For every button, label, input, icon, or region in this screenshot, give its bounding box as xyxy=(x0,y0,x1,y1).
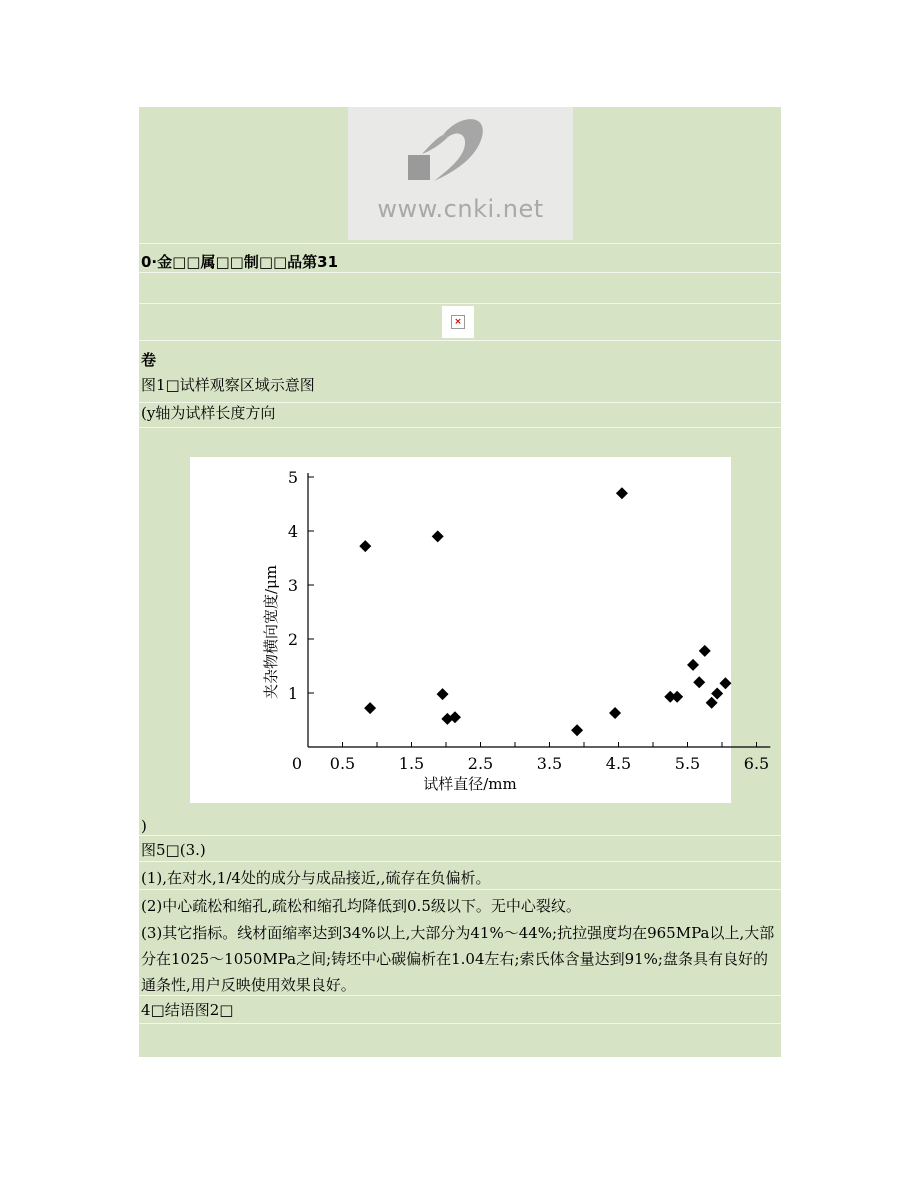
y-tick-label: 3 xyxy=(287,576,298,595)
item-3: (3)其它指标。线材面缩率达到34%以上,大部分为41%～44%;抗拉强度均在965MPa以上,大部分在1025～1050MPa之间;铸坯中心碳偏析在1.04左右;索氏体含量达到91%;盘条具有良好的通条性,用户反映使用效果良好。 xyxy=(141,924,775,994)
x-tick-label: 4.5 xyxy=(605,754,632,773)
x-tick-label: 5.5 xyxy=(674,754,701,773)
x-tick-label: 1.5 xyxy=(398,754,425,773)
data-point xyxy=(571,724,583,736)
scatter-plot xyxy=(190,457,770,803)
data-point xyxy=(616,487,628,499)
divider xyxy=(139,303,781,304)
data-point xyxy=(671,691,683,703)
divider xyxy=(139,243,781,244)
divider xyxy=(139,889,781,890)
x-tick-label: 3.5 xyxy=(536,754,563,773)
divider xyxy=(139,861,781,862)
item-1: (1),在对水,1/4处的成分与成品接近,,硫存在负偏析。 xyxy=(141,869,491,887)
divider xyxy=(139,1023,781,1024)
y-axis-label: 夹杂物横向宽度/μm xyxy=(262,564,280,700)
data-point xyxy=(719,677,731,689)
broken-image xyxy=(442,306,474,338)
x-tick-label: 2.5 xyxy=(467,754,494,773)
y-tick-label: 4 xyxy=(287,522,298,541)
broken-image-icon: × xyxy=(451,315,465,329)
data-point xyxy=(699,645,711,657)
close-paren: ) xyxy=(141,817,147,835)
data-point xyxy=(693,676,705,688)
x-tick-label: 0.5 xyxy=(329,754,356,773)
scatter-chart xyxy=(190,457,770,803)
data-point xyxy=(432,530,444,542)
conclusion-line: 4□结语图2□ xyxy=(141,1001,234,1019)
data-point xyxy=(364,702,376,714)
figure5-line: 图5□(3.) xyxy=(141,841,206,859)
divider xyxy=(139,427,781,428)
x-tick-label: 0 xyxy=(291,754,302,773)
data-point xyxy=(609,707,621,719)
axis-note: (y轴为试样长度方向 xyxy=(141,404,276,422)
item-2: (2)中心疏松和缩孔,疏松和缩孔均降低到0.5级以下。无中心裂纹。 xyxy=(141,897,581,915)
x-axis-label: 试样直径/mm xyxy=(423,775,517,793)
y-tick-label: 1 xyxy=(287,684,298,703)
juan-line: 卷 xyxy=(141,351,157,369)
document-panel xyxy=(139,107,781,1057)
y-tick-label: 2 xyxy=(287,630,298,649)
figure-caption: 图1□试样观察区域示意图 xyxy=(141,376,315,394)
data-point xyxy=(687,659,699,671)
data-point xyxy=(359,540,371,552)
header-line: 0·金□□属□□制□□品第31 xyxy=(141,253,339,271)
y-tick-label: 5 xyxy=(287,468,298,487)
divider xyxy=(139,835,781,836)
cnki-logo xyxy=(348,107,573,240)
data-point xyxy=(706,697,718,709)
cnki-url: www.cnki.net xyxy=(377,195,544,223)
divider xyxy=(139,340,781,341)
x-tick-label: 6.5 xyxy=(743,754,770,773)
data-point xyxy=(437,688,449,700)
data-point xyxy=(711,688,723,700)
divider xyxy=(139,272,781,273)
